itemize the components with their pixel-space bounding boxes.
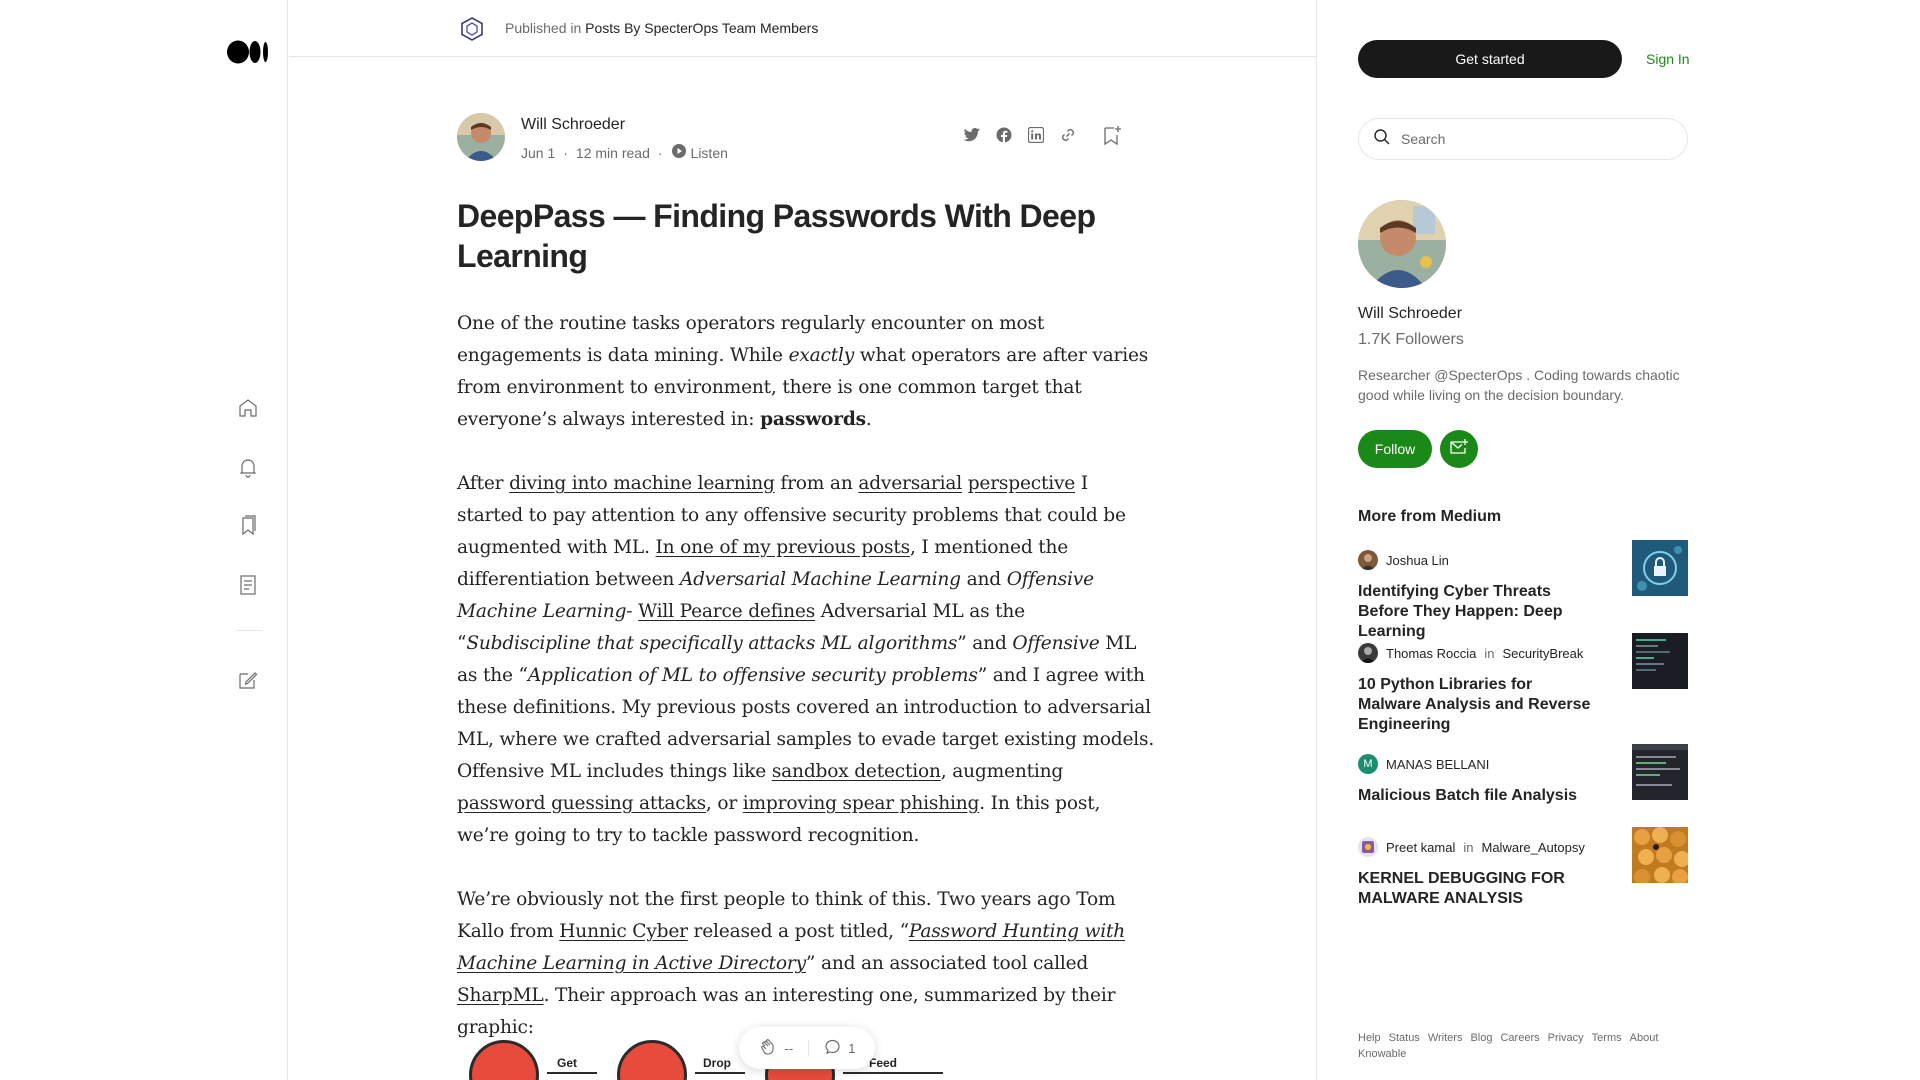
text: ” and I agree with these definitions. My previous posts covered an introduction to adversarial ML, where we crafted adversarial samples to evade target existing models. Offensive ML includes things like: [457, 665, 1155, 782]
text: what operators are after varies from environment to environment, there is one common target that everyone’s always interested in:: [457, 345, 1149, 430]
rec-avatar: [1358, 643, 1378, 663]
figure-label: Feed: [869, 1056, 898, 1070]
rec-title: KERNEL DEBUGGING FOR MALWARE ANALYSIS: [1358, 870, 1565, 907]
get-started-button[interactable]: Get started: [1358, 40, 1622, 78]
rec-thumbnail: [1632, 744, 1688, 800]
text: . In this post, we’re going to try to tackle password recognition.: [457, 793, 1101, 846]
rec-author-name: MANAS BELLANI: [1386, 756, 1490, 772]
paragraph-2: [457, 468, 1157, 852]
linkedin-icon[interactable]: [1025, 124, 1047, 146]
profile-avatar[interactable]: [1358, 200, 1446, 288]
meta-dot: ·: [563, 144, 568, 161]
recommendation-item[interactable]: [1358, 837, 1688, 909]
text: After: [457, 473, 510, 494]
link-adversarial[interactable]: [858, 473, 962, 494]
stories-icon[interactable]: [236, 573, 260, 597]
rec-avatar: [1358, 550, 1378, 570]
figure-arrow: [547, 1072, 597, 1074]
article-body: [457, 308, 1157, 1076]
link-text: improving spear phishing: [742, 793, 980, 814]
listen-button[interactable]: [671, 143, 728, 162]
subscribe-button[interactable]: [1440, 430, 1478, 468]
italic-text: Offensive: [1012, 633, 1100, 654]
figure-label: Get: [557, 1056, 578, 1070]
text: from an: [774, 473, 859, 494]
search-box: [1358, 118, 1688, 160]
rec-in: in: [1484, 645, 1495, 661]
footer-link-terms[interactable]: Terms: [1591, 1032, 1622, 1044]
footer-links: [1358, 1030, 1688, 1062]
text: ML as the “: [457, 633, 1137, 686]
text: One of the routine tasks operators regularly encounter on most engagements is data mining. While: [457, 313, 1045, 366]
medium-logo-icon[interactable]: [227, 40, 271, 69]
text: ” and an associated tool called: [805, 953, 1089, 974]
clap-count: --: [784, 1040, 794, 1056]
author-avatar[interactable]: [457, 113, 505, 161]
rec-thumbnail: [1632, 540, 1688, 596]
main-article-column: [289, 0, 1317, 1080]
paragraph-3: [457, 884, 1157, 1044]
separator: [808, 1040, 809, 1056]
follow-button[interactable]: Follow: [1358, 430, 1432, 468]
rec-title: Malicious Batch file Analysis: [1358, 787, 1578, 804]
facebook-icon[interactable]: [993, 124, 1015, 146]
italic-text: Application of ML to offensive security problems: [527, 665, 978, 686]
author-name-link[interactable]: Will Schroeder: [521, 116, 626, 133]
publish-date: Jun 1: [521, 144, 556, 161]
share-icons: [961, 124, 1079, 146]
read-time: 12 min read: [575, 144, 650, 161]
article-figure: [469, 1030, 989, 1080]
listen-label: Listen: [690, 144, 728, 161]
clap-icon: [759, 1037, 779, 1060]
text: , or: [705, 793, 743, 814]
link-diving-into-ml[interactable]: [509, 473, 775, 494]
italic-text: Adversarial Machine Learning: [679, 569, 961, 590]
link-text: perspective: [967, 473, 1076, 494]
figure-label: Drop: [703, 1056, 731, 1070]
rail-divider: [236, 630, 262, 631]
article-title: DeepPass — Finding Passwords With Deep Learning: [457, 198, 1096, 274]
sign-in-link[interactable]: Sign In: [1646, 51, 1690, 67]
comment-icon: [824, 1038, 842, 1059]
rec-publication: SecurityBreak: [1502, 645, 1584, 661]
published-in-text: [505, 20, 818, 36]
text: and: [960, 569, 1007, 590]
published-in-prefix: Published in: [505, 20, 582, 36]
write-icon[interactable]: [236, 668, 260, 692]
rec-publication: Malware_Autopsy: [1481, 839, 1585, 855]
more-from-medium-title: More from Medium: [1358, 508, 1502, 525]
text: . Their approach was an interesting one, summarized by their graphic:: [457, 985, 1116, 1038]
profile-followers[interactable]: 1.7K Followers: [1358, 331, 1464, 348]
italic-text: Subdiscipline that specifically attacks ML algorithms: [466, 633, 958, 654]
rec-thumbnail: [1632, 633, 1688, 689]
rec-author-name: Joshua Lin: [1386, 552, 1449, 568]
recommendation-item[interactable]: [1358, 643, 1688, 735]
link-text: sandbox detection: [771, 761, 941, 782]
link-spear-phishing[interactable]: [743, 793, 980, 814]
link-will-pearce[interactable]: [638, 601, 815, 622]
clap-button[interactable]: [759, 1037, 794, 1060]
responses-button[interactable]: [824, 1038, 855, 1059]
paragraph-1: [457, 308, 1157, 436]
play-circle-icon: [671, 143, 687, 162]
link-text: adversarial: [858, 473, 962, 494]
link-text: Password Hunting with Machine Learning in Active Directory: [457, 921, 1126, 974]
footer-link-blog[interactable]: Blog: [1470, 1032, 1493, 1044]
footer-link-help[interactable]: Help: [1358, 1032, 1381, 1044]
search-icon: [1373, 128, 1391, 151]
text: , I mentioned the differentiation between: [457, 537, 1069, 590]
author-row: [457, 113, 1137, 163]
italic-text: exactly: [788, 345, 855, 366]
publication-bar: [289, 0, 1317, 57]
footer-link-careers[interactable]: Careers: [1500, 1032, 1540, 1044]
link-sharpml[interactable]: [457, 985, 544, 1006]
italic-text: Offensive Machine Learning-: [457, 569, 1094, 622]
rec-thumbnail: [1632, 827, 1688, 883]
rec-title: Identifying Cyber Threats Before They Happen: Deep Learning: [1358, 583, 1563, 640]
floating-action-bar: [739, 1027, 875, 1069]
link-password-guessing[interactable]: [457, 793, 706, 814]
link-sandbox-detection[interactable]: [772, 761, 941, 782]
rec-in: in: [1463, 839, 1474, 855]
link-text: Will Pearce defines: [638, 601, 816, 622]
rec-title: 10 Python Libraries for Malware Analysis and Reverse Engineering: [1358, 676, 1591, 733]
link-text: SharpML: [457, 985, 544, 1006]
figure-arrow: [843, 1072, 943, 1074]
link-previous-posts[interactable]: [656, 537, 910, 558]
text: Adversarial ML as the “: [457, 601, 1025, 654]
response-count: 1: [848, 1040, 856, 1056]
home-icon[interactable]: [236, 396, 260, 420]
bookmark-add-icon[interactable]: [1101, 124, 1123, 146]
text: released a post titled, “: [687, 921, 909, 942]
meta-dot: ·: [657, 144, 663, 161]
mail-plus-icon: [1449, 438, 1469, 461]
footer-link-writers[interactable]: Writers: [1427, 1032, 1463, 1044]
twitter-icon[interactable]: [961, 124, 983, 146]
link-perspective[interactable]: [968, 473, 1075, 494]
link-text: In one of my previous posts: [655, 537, 910, 558]
rec-author-name: Preet kamal: [1386, 839, 1456, 855]
text: I started to pay attention to any offensive security problems that could be augmented with ML.: [457, 473, 1126, 558]
profile-name[interactable]: Will Schroeder: [1358, 305, 1463, 322]
figure-node-server: [469, 1040, 539, 1080]
figure-arrow: [695, 1072, 745, 1074]
notifications-bell-icon[interactable]: [236, 455, 260, 479]
right-sidebar: [1318, 0, 1920, 1080]
footer-link-about[interactable]: About: [1629, 1032, 1659, 1044]
link-text: password guessing attacks: [457, 793, 706, 814]
bookmarks-icon[interactable]: [236, 514, 260, 538]
bold-text: passwords: [760, 409, 866, 430]
footer-link-privacy[interactable]: Privacy: [1547, 1032, 1584, 1044]
search-input[interactable]: [1401, 131, 1661, 147]
publication-link[interactable]: Posts By SpecterOps Team Members: [585, 20, 819, 36]
profile-bio: Researcher @SpecterOps . Coding towards chaotic good while living on the decision boundary.: [1358, 367, 1680, 403]
link-hunnic-cyber[interactable]: [559, 921, 688, 942]
rec-avatar: M: [1358, 754, 1378, 774]
recommendation-item[interactable]: [1358, 754, 1688, 806]
specterops-logo-icon[interactable]: [459, 16, 485, 47]
link-text: diving into machine learning: [509, 473, 775, 494]
left-rail: [0, 0, 288, 1080]
rec-author-name: Thomas Roccia: [1386, 645, 1477, 661]
text: .: [865, 409, 872, 430]
footer-link-knowable[interactable]: Knowable: [1358, 1048, 1407, 1060]
rec-avatar: [1358, 837, 1378, 857]
text: ” and: [957, 633, 1013, 654]
link-text: Hunnic Cyber: [559, 921, 688, 942]
text: We’re obviously not the first people to think of this. Two years ago Tom Kallo from: [457, 889, 1116, 942]
text: , augmenting: [940, 761, 1064, 782]
recommendation-item[interactable]: [1358, 550, 1688, 642]
copy-link-icon[interactable]: [1057, 124, 1079, 146]
article-meta: [521, 143, 728, 162]
footer-link-status[interactable]: Status: [1388, 1032, 1420, 1044]
figure-node-document: [617, 1040, 687, 1080]
